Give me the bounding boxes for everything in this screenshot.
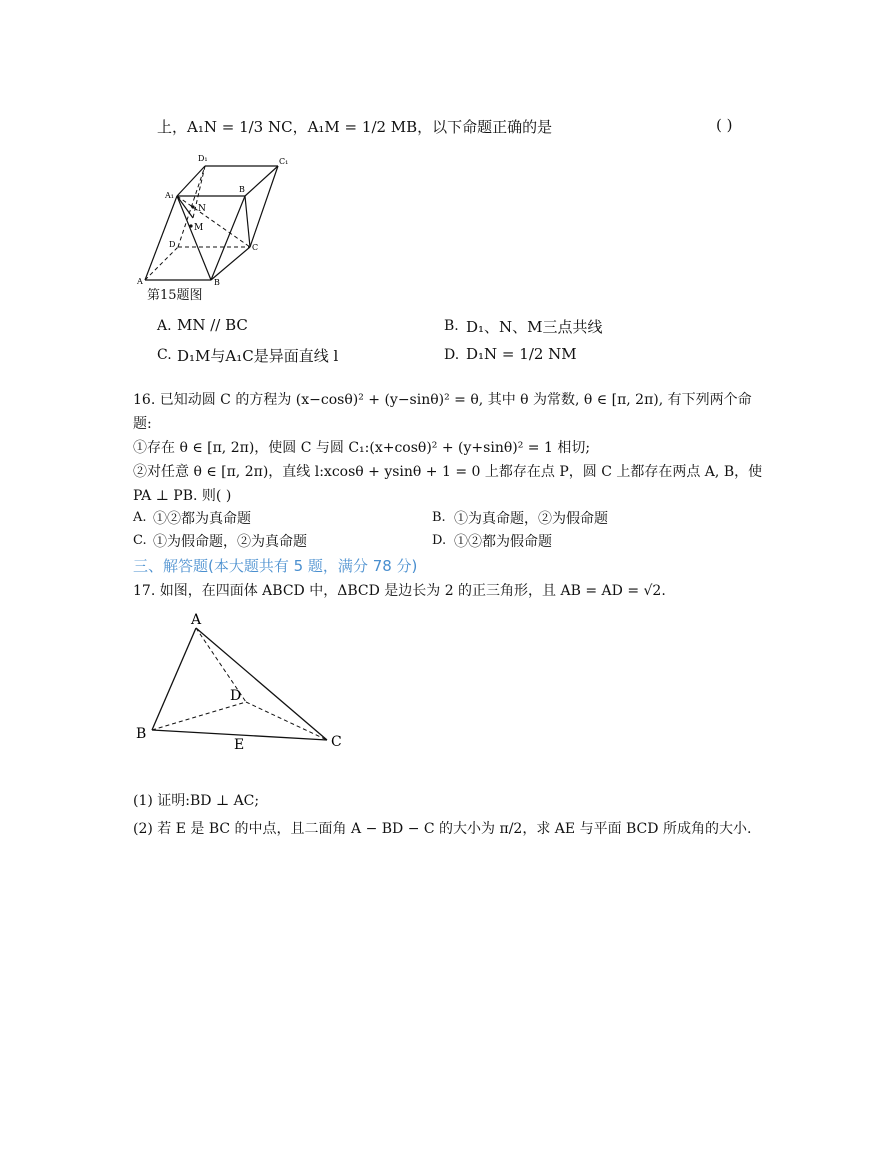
label-a: A [137,277,143,286]
q16-option-b-text: ①为真命题，②为假命题 [454,511,608,527]
label-d1: D₁ [198,154,208,163]
q16-option-a-letter: A. [133,510,147,525]
q17-label-d: D [230,688,242,704]
q16-option-c-letter: C. [133,533,147,548]
q16-option-a-text: ①②都为真命题 [153,511,251,527]
q16-option-c-text: ①为假命题，②为真命题 [153,534,307,550]
q17-label-c: C [331,734,342,750]
label-b: B [214,278,220,287]
q16-stem-line2: 题: [133,416,152,432]
q16-statement-2a: ②对任意 θ ∈ [π, 2π)，直线 l:xcosθ + ysinθ + 1 = 0 上都存在点 P，圆 C 上都存在两点 A, B，使 [133,464,763,480]
label-n: N [198,204,206,214]
q15-option-a-letter: A. [157,318,172,334]
q15-option-d-text: D₁N = 1/2 NM [466,345,577,363]
q15-option-c-letter: C. [157,347,172,363]
q15-stem: 上，A₁N = 1/3 NC，A₁M = 1/2 MB，以下命题正确的是 [157,118,553,136]
q17-part-2: (2) 若 E 是 BC 的中点，且二面角 A − BD − C 的大小为 π/2，求 AE 与平面 BCD 所成角的大小. [133,821,752,837]
q15-figure [132,150,289,300]
q15-answer-blank: ( ) [716,116,733,134]
q16-option-d-letter: D. [432,533,447,548]
q15-option-c-text: D₁M与A₁C是异面直线 l [177,347,339,365]
label-a1: A₁ [165,191,174,200]
q15-option-a-text: MN // BC [177,316,248,334]
q17-part-1: (1) 证明:BD ⊥ AC; [133,793,260,809]
q17-label-a: A [191,612,202,628]
q16-stem-line1: 16. 已知动圆 C 的方程为 (x−cosθ)² + (y−sinθ)² = θ, 其中 θ 为常数, θ ∈ [π, 2π), 有下列两个命 [133,392,752,408]
q17-figure [128,608,358,758]
q17-label-b: B [136,726,147,742]
label-m: M [194,223,204,233]
q17-label-e: E [234,737,245,753]
label-c1: C₁ [279,157,289,166]
label-b1: B [239,185,245,194]
q15-option-d-letter: D. [444,347,460,363]
q16-statement-2b: PA ⊥ PB. 则( ) [133,488,232,504]
q17-stem: 17. 如图，在四面体 ABCD 中，ΔBCD 是边长为 2 的正三角形，且 AB = AD = √2. [133,583,666,599]
label-d: D [169,240,176,249]
label-c: C [252,243,259,252]
q16-option-b-letter: B. [432,510,446,525]
q15-option-b-text: D₁、N、M三点共线 [466,318,603,336]
q15-option-b-letter: B. [444,318,459,334]
section-heading: 三、解答题(本大题共有 5 题，满分 78 分) [133,557,418,575]
q15-figure-caption: 第15题图 [147,288,203,303]
q16-statement-1: ①存在 θ ∈ [π, 2π)，使圆 C 与圆 C₁:(x+cosθ)² + (y+sinθ)² = 1 相切; [133,440,591,456]
q16-option-d-text: ①②都为假命题 [454,534,552,550]
